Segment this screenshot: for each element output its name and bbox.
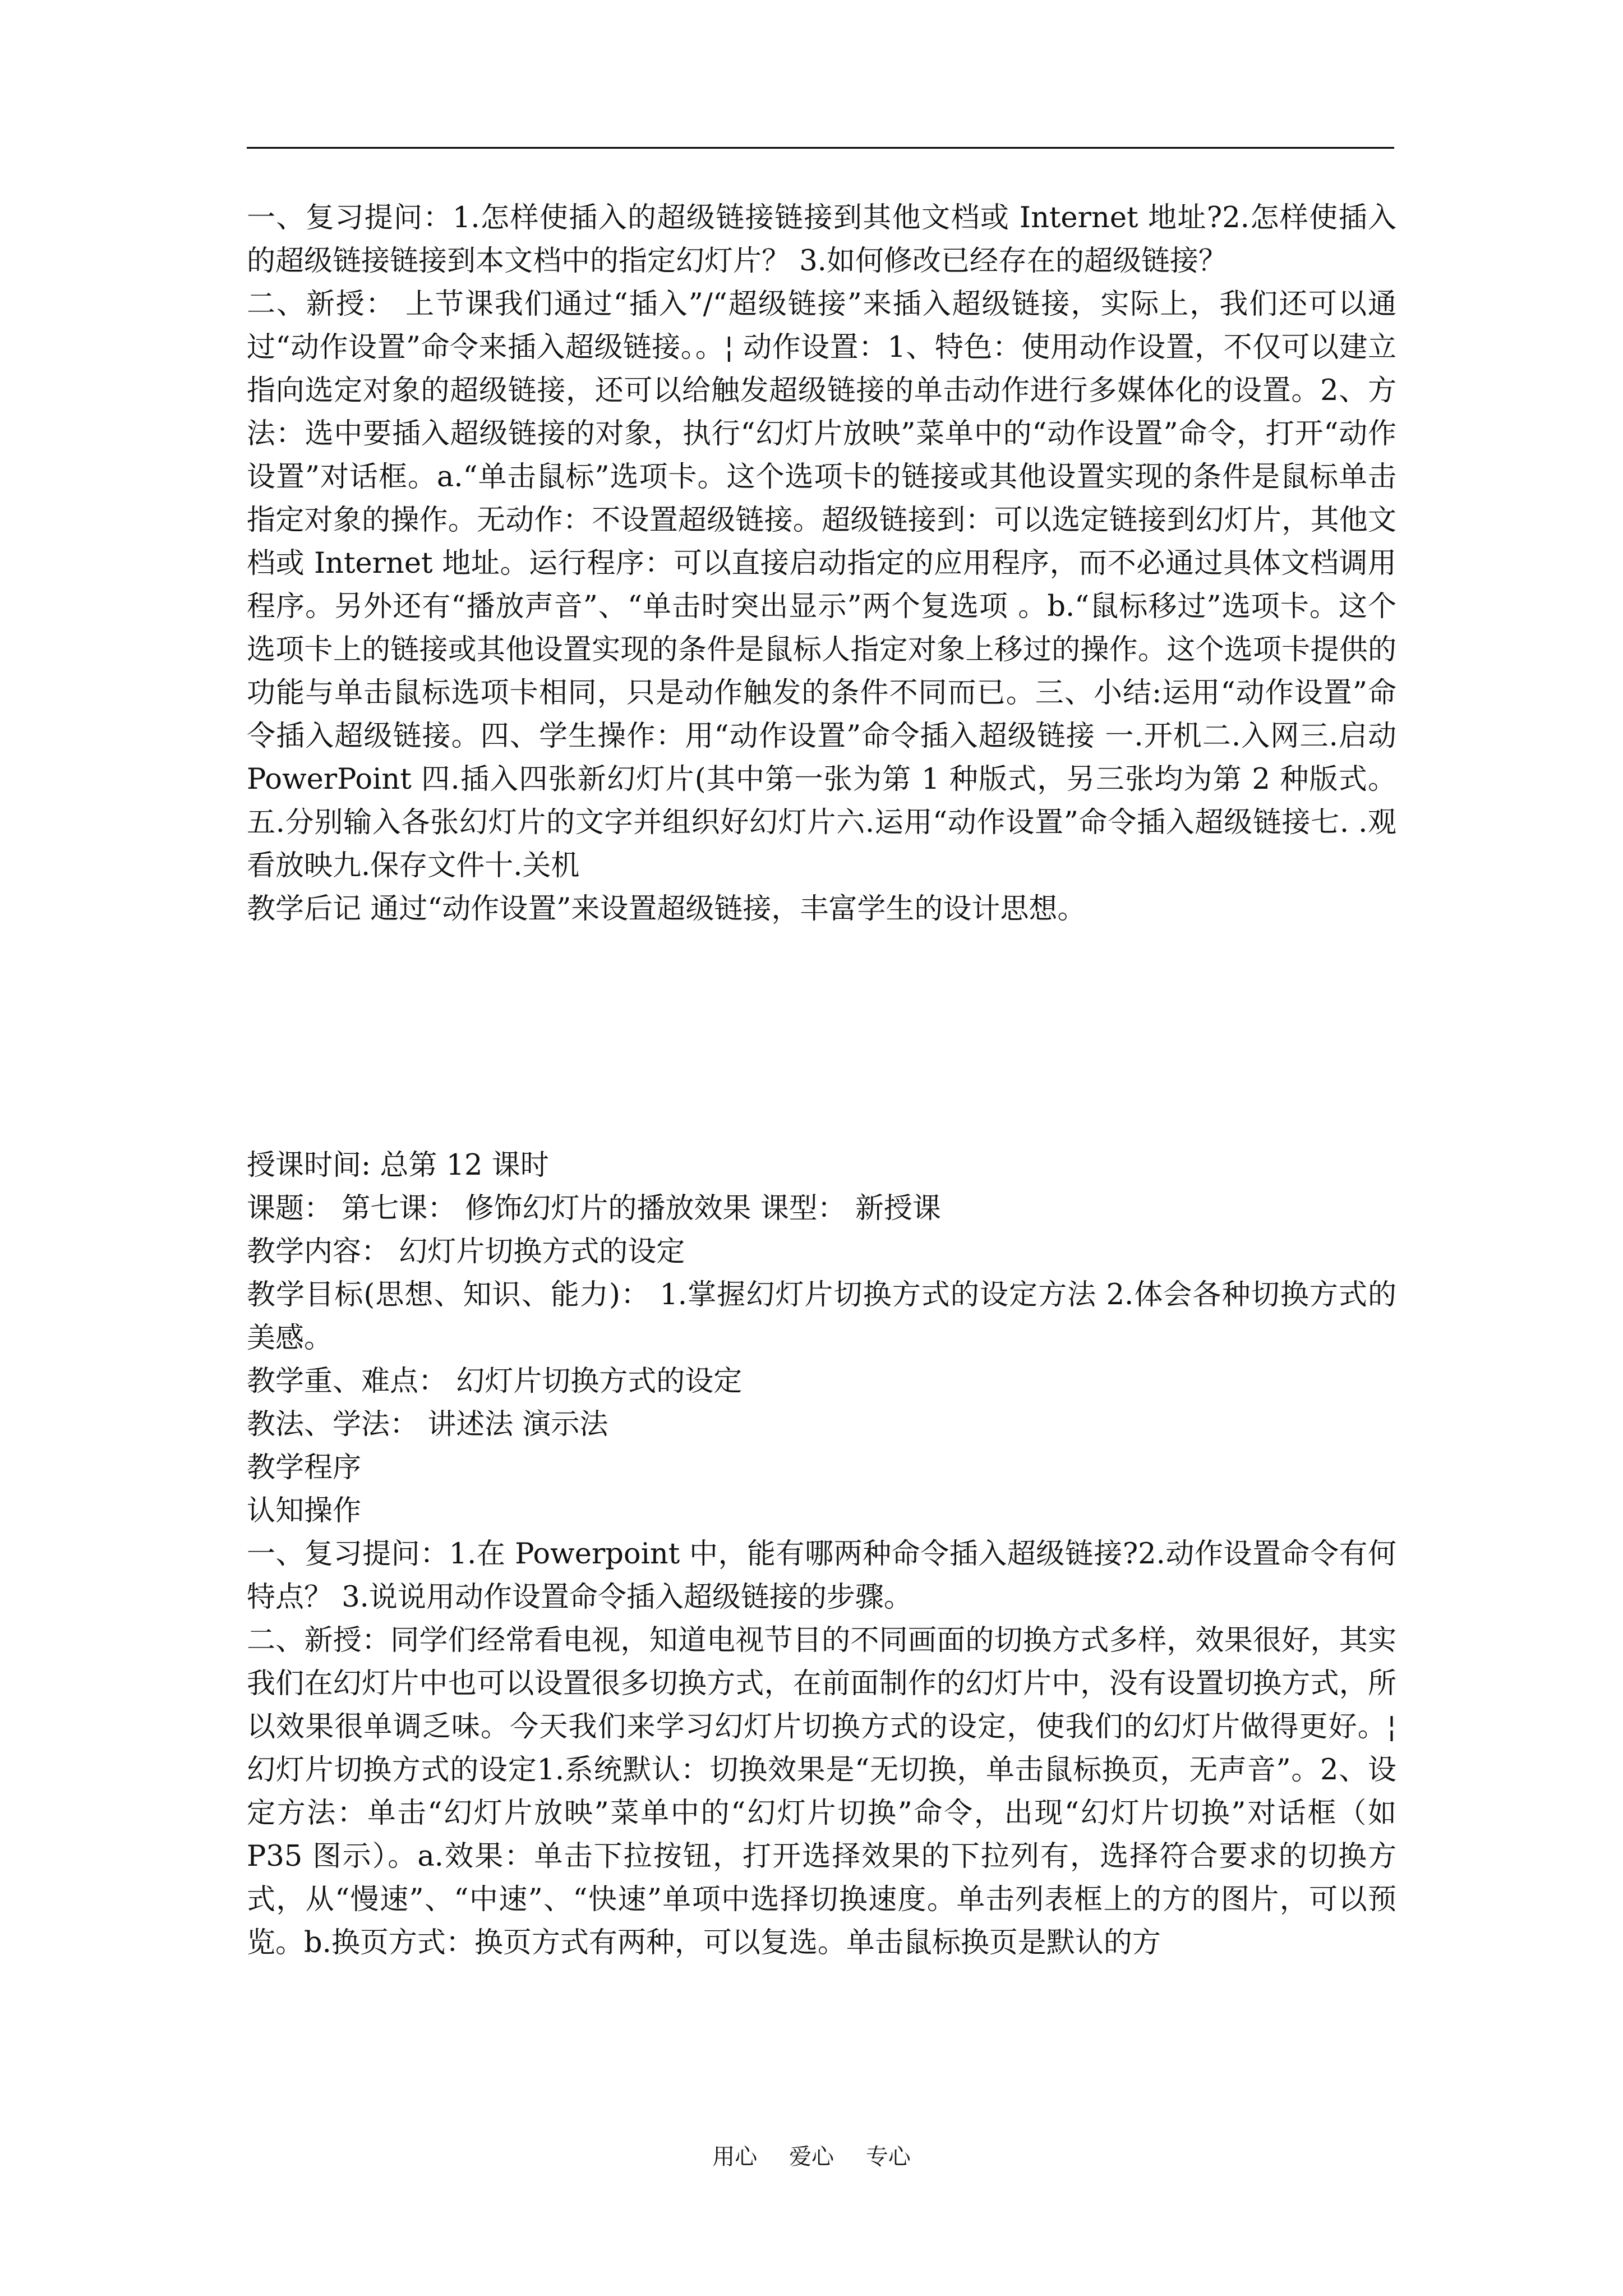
new-teaching-paragraph: 二、新授： 上节课我们通过“插入”/“超级链接”来插入超级链接，实际上，我们还可以通过“动作设置”命令来插入超级链接。。¦ 动作设置：1、特色：使用动作设置，不仅可以建立指向选定对象的超级链接，还可以给触发超级链接的单击动作进行多媒体化的设置。2、方法：选中要插入超级链接的对象，执行“幻灯片放映”菜单中的“动作设置”命令，打开“动作设置”对话框。a.“单击鼠标”选项卡。这个选项卡的链接或其他设置实现的条件是鼠标单击指定对象的操作。无动作：不设置超级链接。超级链接到：可以选定链接到幻灯片，其他文档或 Internet 地址。运行程序：可以直接启动指定的应用程序，而不必通过具体文档调用程序。另外还有“播放声音”、“单击时突出显示”两个复选项 。b.“鼠标移过”选项卡。这个选项卡上的链接或其他设置实现的条件是鼠标人指定对象上移过的操作。这个选项卡提供的功能与单击鼠标选项卡相同，只是动作触发的条件不同而已。三、小结:运用“动作设置”命令插入超级链接。四、学生操作：用“动作设置”命令插入超级链接 一.开机二.入网三.启动 PowerPoint 四.插入四张新幻灯片(其中第一张为第 1 种版式，另三张均为第 2 种版式。五.分别输入各张幻灯片的文字并组织好幻灯片六.运用“动作设置”命令插入超级链接七. .观看放映九.保存文件十.关机 xyxy=(247,288,1396,882)
document-body xyxy=(247,196,1396,1964)
lesson-new-teaching-paragraph: 二、新授：同学们经常看电视，知道电视节目的不同画面的切换方式多样，效果很好，其实我们在幻灯片中也可以设置很多切换方式，在前面制作的幻灯片中，没有设置切换方式，所以效果很单调乏味。今天我们来学习幻灯片切换方式的设定，使我们的幻灯片做得更好。¦幻灯片切换方式的设定1.系统默认：切换效果是“无切换，单击鼠标换页，无声音”。2、设定方法：单击“幻灯片放映”菜单中的“幻灯片切换”命令，出现“幻灯片切换”对话框（如 P35 图示）。a.效果：单击下拉按钮，打开选择效果的下拉列有，选择符合要求的切换方式，从“慢速”、“中速”、“快速”单项中选择切换速度。单击列表框上的方的图片，可以预览。b.换页方式：换页方式有两种，可以复选。单击鼠标换页是默认的方 xyxy=(247,1624,1396,1959)
lesson-cognition-heading: 认知操作 xyxy=(247,1494,362,1527)
lesson-time: 授课时间: 总第 12 课时 xyxy=(247,1149,549,1182)
lesson-review-paragraph: 一、复习提问：1.在 Powerpoint 中，能有哪两种命令插入超级链接?2.动作设置命令有何特点？ 3.说说用动作设置命令插入超级链接的步骤。 xyxy=(247,1538,1396,1614)
teaching-postscript: 教学后记 通过“动作设置”来设置超级链接，丰富学生的设计思想。 xyxy=(247,892,1086,926)
lesson-methods: 教法、学法： 讲述法 演示法 xyxy=(247,1408,608,1441)
footer-item: 专心 xyxy=(865,2144,911,2170)
lesson-topic: 课题： 第七课： 修饰幻灯片的播放效果 课型： 新授课 xyxy=(247,1192,941,1225)
lesson-procedure-heading: 教学程序 xyxy=(247,1451,362,1484)
page-footer xyxy=(0,2143,1623,2171)
review-questions-paragraph: 一、复习提问：1.怎样使插入的超级链接链接到其他文档或 Internet 地址?2.怎样使插入的超级链接链接到本文档中的指定幻灯片？ 3.如何修改已经存在的超级链接？ xyxy=(247,201,1396,278)
lesson-goals: 教学目标(思想、知识、能力)： 1.掌握幻灯片切换方式的设定方法 2.体会各种切换方式的美感。 xyxy=(247,1278,1396,1355)
lesson-plan-section xyxy=(247,1144,1396,1964)
section-gap xyxy=(247,931,1396,1144)
lesson-key-points: 教学重、难点： 幻灯片切换方式的设定 xyxy=(247,1365,743,1398)
footer-item: 用心 xyxy=(712,2144,758,2170)
header-rule xyxy=(247,147,1394,149)
previous-lesson-section xyxy=(247,196,1396,931)
lesson-content: 教学内容： 幻灯片切换方式的设定 xyxy=(247,1235,685,1268)
footer-item: 爱心 xyxy=(789,2144,834,2170)
